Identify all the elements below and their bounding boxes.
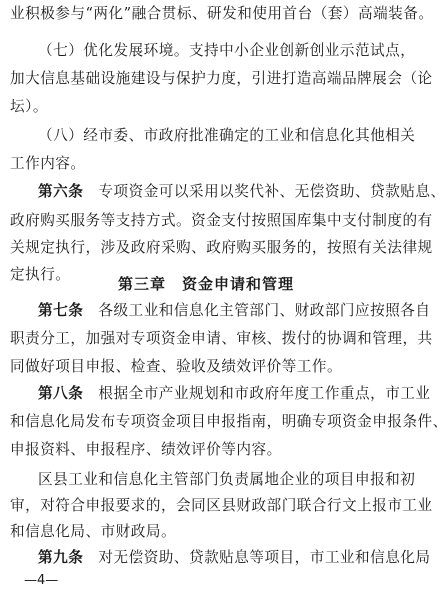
text-line	[38, 470, 416, 490]
text-line	[38, 301, 431, 321]
line-text: 申报资料、申报程序、绩效评价等内容。	[10, 441, 282, 458]
text-line	[10, 357, 402, 377]
line-text: 业积极参与“两化”融合贯标、研发和使用首台（套）高端装备。	[10, 5, 434, 22]
line-text: （八）经市委、市政府批准确定的工业和信息化其他相关	[38, 127, 416, 144]
line-text: 根据全市产业规划和市政府年度工作重点，市工业	[98, 385, 431, 402]
article-number: 第九条	[38, 549, 84, 566]
text-line	[10, 211, 433, 231]
line-text: 各级工业和信息化主管部门、财政部门应按照各自	[98, 302, 431, 319]
line-text: 和信息化局、市财政局。	[10, 523, 177, 540]
text-line	[38, 126, 416, 146]
article-number: 第八条	[38, 385, 84, 402]
page-number: —4—	[24, 573, 59, 588]
text-line	[10, 154, 402, 174]
article-number: 第七条	[38, 302, 84, 319]
line-text: （七）优化发展环境。支持中小企业创新创业示范试点，	[38, 42, 416, 59]
line-text: 政府购买服务等支持方式。资金支付按照国库集中支付制度的有	[10, 212, 433, 229]
text-line	[38, 41, 416, 61]
text-line	[10, 412, 448, 432]
line-text: 和信息化局发布专项资金项目申报指南，明确专项资金申报条件、	[10, 413, 448, 430]
text-line	[10, 4, 434, 24]
text-line	[10, 97, 402, 117]
chapter-heading: 第三章 资金申请和管理	[117, 275, 294, 293]
text-line	[10, 238, 433, 258]
line-text: 对无偿资助、贷款贴息等项目，市工业和信息化局	[98, 549, 431, 566]
line-text: 专项资金可以采用以奖代补、无偿资助、贷款贴息、	[98, 183, 446, 200]
line-text: 坛）。	[10, 98, 48, 115]
text-line	[10, 329, 433, 349]
line-text: 审，对符合申报要求的，会同区县财政部门联合行文上报市工业	[10, 497, 433, 514]
line-text: 工作内容。	[10, 155, 86, 172]
article-number: 第六条	[38, 183, 84, 200]
line-text: 区县工业和信息化主管部门负责属地企业的项目申报和初	[38, 471, 416, 488]
text-line	[38, 182, 446, 202]
line-text: 加大信息基础设施建设与保护力度，引进打造高端品牌展会（论	[10, 70, 433, 87]
text-line	[10, 522, 402, 542]
line-text: 定执行。	[10, 266, 71, 283]
line-text: 关规定执行，涉及政府采购、政府购买服务的，按照有关法律规	[10, 239, 433, 256]
text-line	[38, 548, 431, 568]
line-text: 职责分工，加强对专项资金申请、审核、拨付的协调和管理，共	[10, 330, 433, 347]
text-line	[10, 440, 402, 460]
text-line	[10, 496, 433, 516]
text-line	[38, 384, 431, 404]
line-text: 同做好项目申报、检查、验收及绩效评价等工作。	[10, 358, 343, 375]
text-line	[10, 69, 433, 89]
